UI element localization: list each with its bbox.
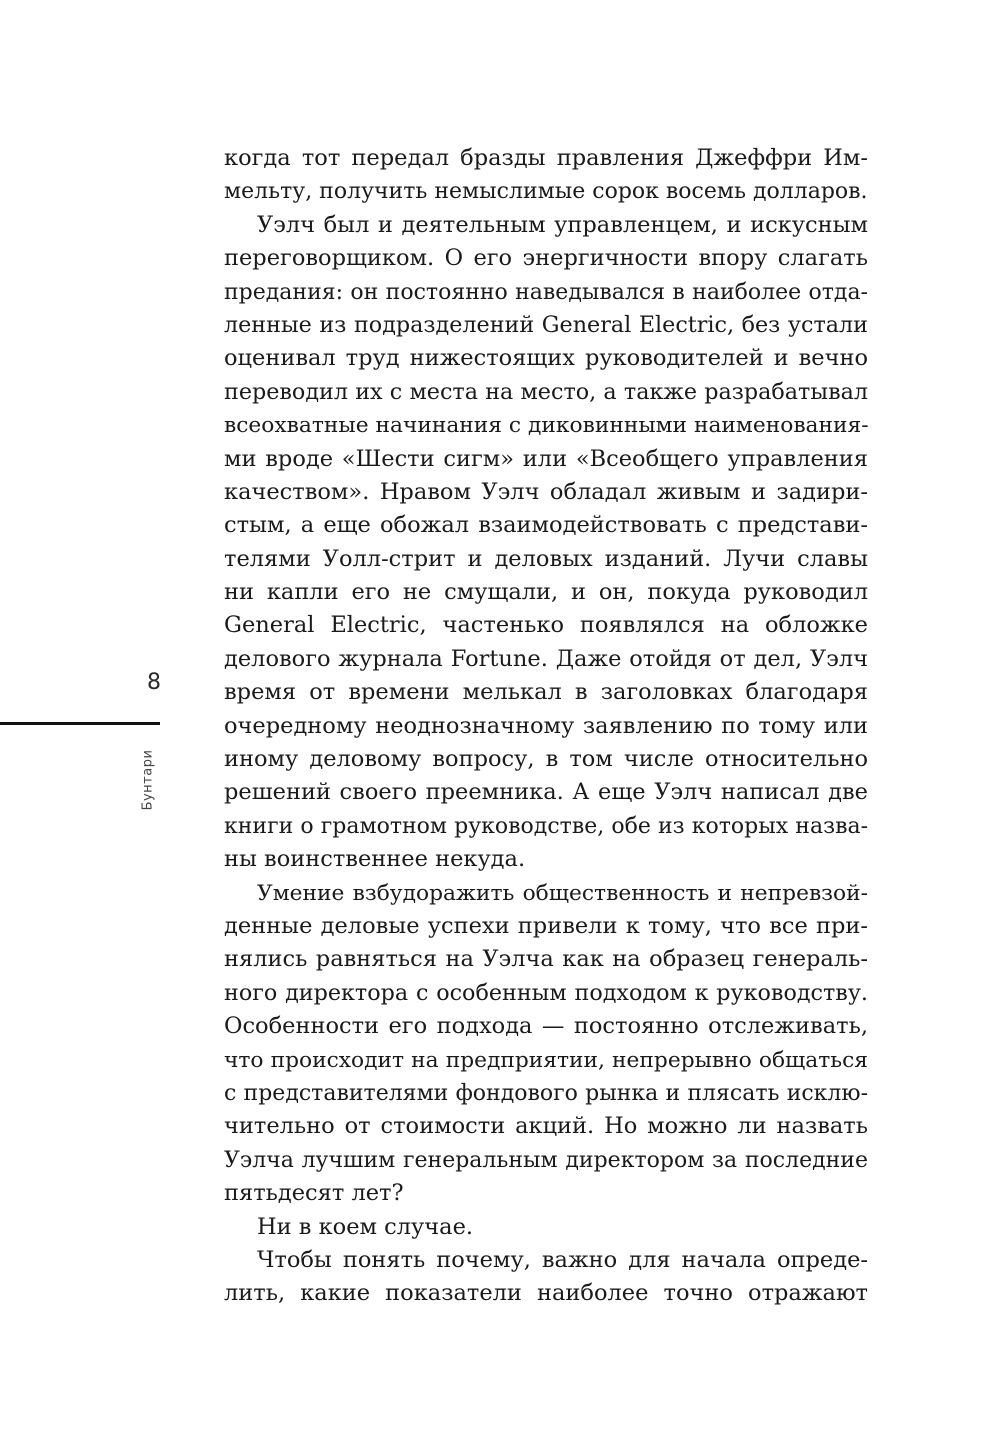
text-line: пятьдесят лет?	[224, 1180, 404, 1207]
text-line: иному деловому вопросу, в том числе относительно	[224, 746, 868, 773]
text-line: ного директора с особенным подходом к руководству.	[224, 979, 868, 1006]
text-line: чительно от стоимости акций. Но можно ли назвать	[224, 1113, 868, 1140]
text-line: Уэлч был и деятельным управленцем, и искусным	[257, 211, 868, 238]
text-line: предания: он постоянно наведывался в наиболее отда-	[224, 279, 868, 305]
body-text	[224, 142, 868, 1311]
text-line: Особенности его подхода — постоянно отслеживать,	[224, 1013, 868, 1040]
text-line: ни капли его не смущали, и он, покуда руководил	[224, 579, 868, 606]
text-line: книги о грамотном руководстве, обе из которых назва-	[224, 813, 868, 839]
text-line: когда тот передал бразды правления Джеффри Им-	[224, 145, 868, 171]
text-line: Ни в коем случае.	[257, 1213, 474, 1240]
text-line: переговорщиком. О его энергичности впору слагать	[224, 245, 868, 272]
text-line: оценивал труд нижестоящих руководителей и вечно	[224, 345, 868, 372]
text-line: с представителями фондового рынка и плясать исклю-	[224, 1080, 868, 1106]
text-line: General Electric, частенько появлялся на обложке	[224, 612, 868, 639]
running-head-label: Бунтари	[140, 749, 156, 811]
text-line: ленные из подразделений General Electric, без устали	[224, 311, 868, 338]
text-line: стым, а еще обожал взаимодействовать с представи-	[224, 512, 868, 539]
text-line: Чтобы понять почему, важно для начала опреде-	[257, 1246, 868, 1273]
text-line: делового журнала Fortune. Даже отойдя от дел, Уэлч	[224, 645, 868, 672]
text-line: решений своего преемника. А еще Уэлч написал две	[224, 779, 868, 806]
text-line: Умение взбудоражить общественность и непревзой-	[257, 880, 868, 906]
text-line: качеством». Нравом Уэлч обладал живым и задири-	[224, 478, 868, 505]
text-line: ны воинственнее некуда.	[224, 846, 526, 873]
text-line: Уэлча лучшим генеральным директором за последние	[224, 1147, 868, 1173]
text-line: время от времени мелькал в заголовках благодаря	[224, 679, 868, 706]
text-line: телями Уолл-стрит и деловых изданий. Лучи славы	[224, 545, 868, 572]
text-line: ми вроде «Шести сигм» или «Всеобщего управления	[224, 445, 868, 472]
text-line: всеохватные начинания с диковинными наименования-	[224, 413, 869, 439]
text-line: очередному неоднозначному заявлению по тому или	[224, 712, 868, 739]
side-rule	[0, 722, 160, 725]
text-line: мельту, получить немыслимые сорок восемь долларов.	[224, 179, 868, 205]
page-number: 8	[147, 670, 161, 695]
text-line: что происходит на предприятии, непрерывно общаться	[224, 1047, 868, 1073]
text-line: лить, какие показатели наиболее точно отражают	[224, 1280, 868, 1307]
running-head	[138, 750, 158, 810]
text-line: денные деловые успехи привели к тому, что все при-	[224, 912, 868, 939]
text-line: нялись равняться на Уэлча как на образец генераль-	[224, 946, 868, 973]
text-line: переводил их с места на место, а также разрабатывал	[224, 378, 868, 405]
